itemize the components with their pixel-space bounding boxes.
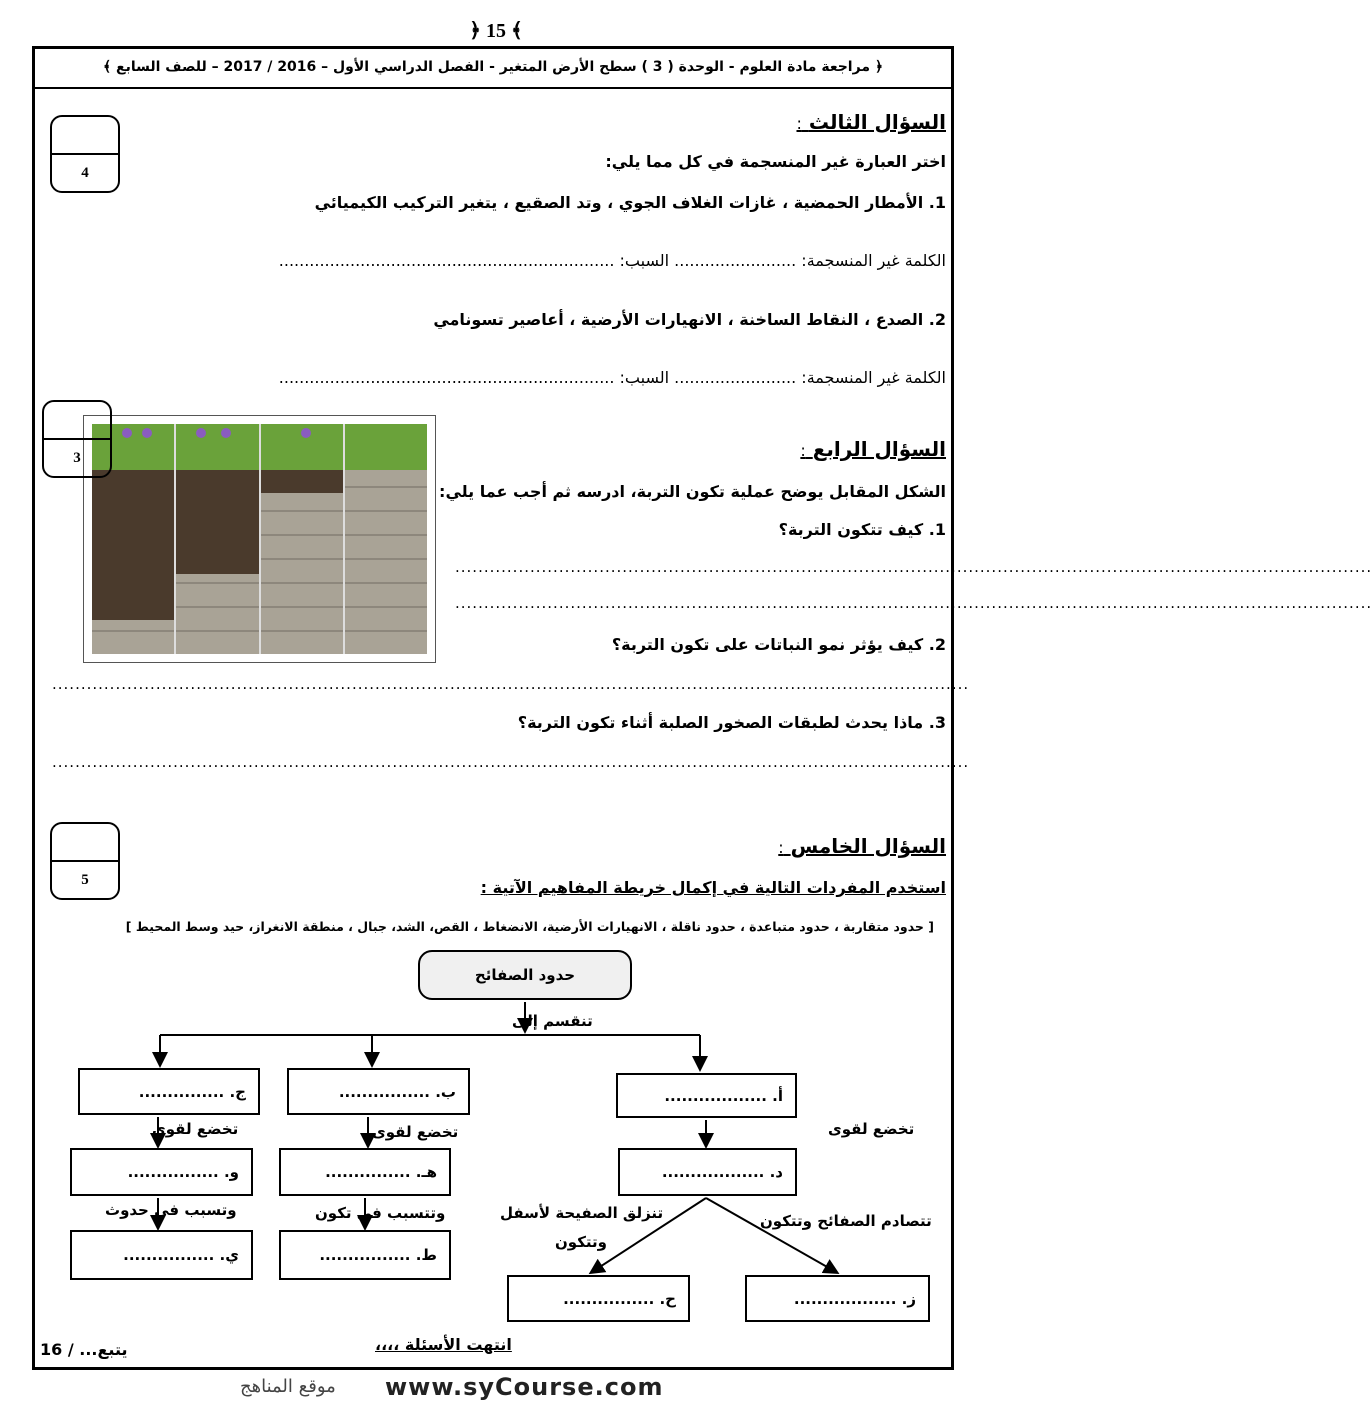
- q5-terms: [ حدود متقاربة ، حدود متباعدة ، حدود ناقلة ، الانهيارات الأرضية، الانضغاط ، القص، الشد، جبال ، منطقة الانغراز، حيد وسط المحيط ]: [125, 919, 934, 934]
- answer-line[interactable]: ...............................................................................................................................................................: [455, 558, 1372, 576]
- subject-forces-label: تخضع لقوى: [152, 1120, 239, 1138]
- q4-question-1: 1. كيف تتكون التربة؟: [778, 520, 946, 539]
- q3-item-1: 1. الأمطار الحمضية ، غازات الغلاف الجوي ، وتد الصقيع ، يتغير التركيب الكيميائي: [314, 193, 946, 212]
- subduction-label-2: وتتكون: [555, 1233, 608, 1251]
- concept-root: حدود الصفائح: [418, 950, 632, 1000]
- score-value: 4: [81, 165, 89, 181]
- continue-label: يتبع... / 16: [40, 1340, 128, 1359]
- concept-box-h[interactable]: هـ. ...............: [279, 1148, 451, 1196]
- q3-answer-1[interactable]: الكلمة غير المنسجمة: ........................ السبب: ..................................................................: [278, 251, 946, 270]
- page-number: ﴿ 15 ﴾: [469, 20, 523, 42]
- q4-title: السؤال الرابع :: [800, 437, 946, 461]
- q4-question-3: 3. ماذا يحدث لطبقات الصخور الصلبة أثناء تكون التربة؟: [517, 713, 946, 732]
- watermark-arabic: موقع المناهج: [240, 1376, 336, 1397]
- collision-label: تتصادم الصفائح وتتكون: [760, 1212, 932, 1230]
- answer-line[interactable]: ...............................................................................................................................................................: [52, 675, 970, 693]
- concept-box-hh[interactable]: ح. ................: [507, 1275, 690, 1322]
- concept-box-y[interactable]: ي. ................: [70, 1230, 253, 1280]
- concept-box-z[interactable]: ز. ..................: [745, 1275, 930, 1322]
- watermark: www.syCourse.com: [385, 1373, 664, 1401]
- q5-instruction: استخدم المفردات التالية في إكمال خريطة المفاهيم الآتية :: [480, 878, 946, 897]
- subject-forces-label: تخضع لقوى: [372, 1123, 459, 1141]
- q4-question-2: 2. كيف يؤثر نمو النباتات على تكون التربة؟: [611, 635, 946, 654]
- subject-forces-label: تخضع لقوى: [828, 1120, 915, 1138]
- answer-line[interactable]: ...............................................................................................................................................................: [52, 753, 970, 771]
- q3-answer-2[interactable]: الكلمة غير المنسجمة: ........................ السبب: ..................................................................: [278, 368, 946, 387]
- q4-instruction: الشكل المقابل يوضح عملية تكون التربة، ادرسه ثم أجب عما يلي:: [439, 482, 946, 501]
- header-title: ﴿ مراجعة مادة العلوم - الوحدة ( 3 ) سطح الأرض المتغير - الفصل الدراسي الأول – 2016 / 2017 – للصف السابع ﴾: [32, 46, 954, 89]
- concept-box-t[interactable]: ط. ................: [279, 1230, 451, 1280]
- q3-instruction: اختر العبارة غير المنسجمة في كل مما يلي:: [605, 152, 946, 171]
- q3-title: السؤال الثالث :: [796, 110, 946, 134]
- concept-box-a[interactable]: أ. ..................: [616, 1073, 797, 1118]
- concept-box-b[interactable]: ب. ................: [287, 1068, 470, 1115]
- causes-label: وتسبب في حدوث: [105, 1201, 237, 1219]
- score-value: 3: [73, 450, 81, 466]
- concept-box-d[interactable]: د. ..................: [618, 1148, 797, 1196]
- end-of-questions: انتهت الأسئلة ،،،،: [375, 1335, 512, 1354]
- subduction-label: تنزلق الصفيحة لأسفل: [500, 1204, 664, 1222]
- q5-title: السؤال الخامس :: [778, 834, 946, 858]
- concept-box-w[interactable]: و. ................: [70, 1148, 253, 1196]
- score-value: 5: [81, 872, 89, 888]
- divides-label: تنقسم إلى: [512, 1012, 593, 1030]
- q3-item-2: 2. الصدع ، النقاط الساخنة ، الانهيارات الأرضية ، أعاصير تسونامي: [433, 310, 946, 329]
- answer-line[interactable]: ...............................................................................................................................................................: [455, 594, 1372, 612]
- concept-box-c[interactable]: ج. ...............: [78, 1068, 260, 1115]
- causes-label: وتتسبب في تكون: [315, 1204, 446, 1222]
